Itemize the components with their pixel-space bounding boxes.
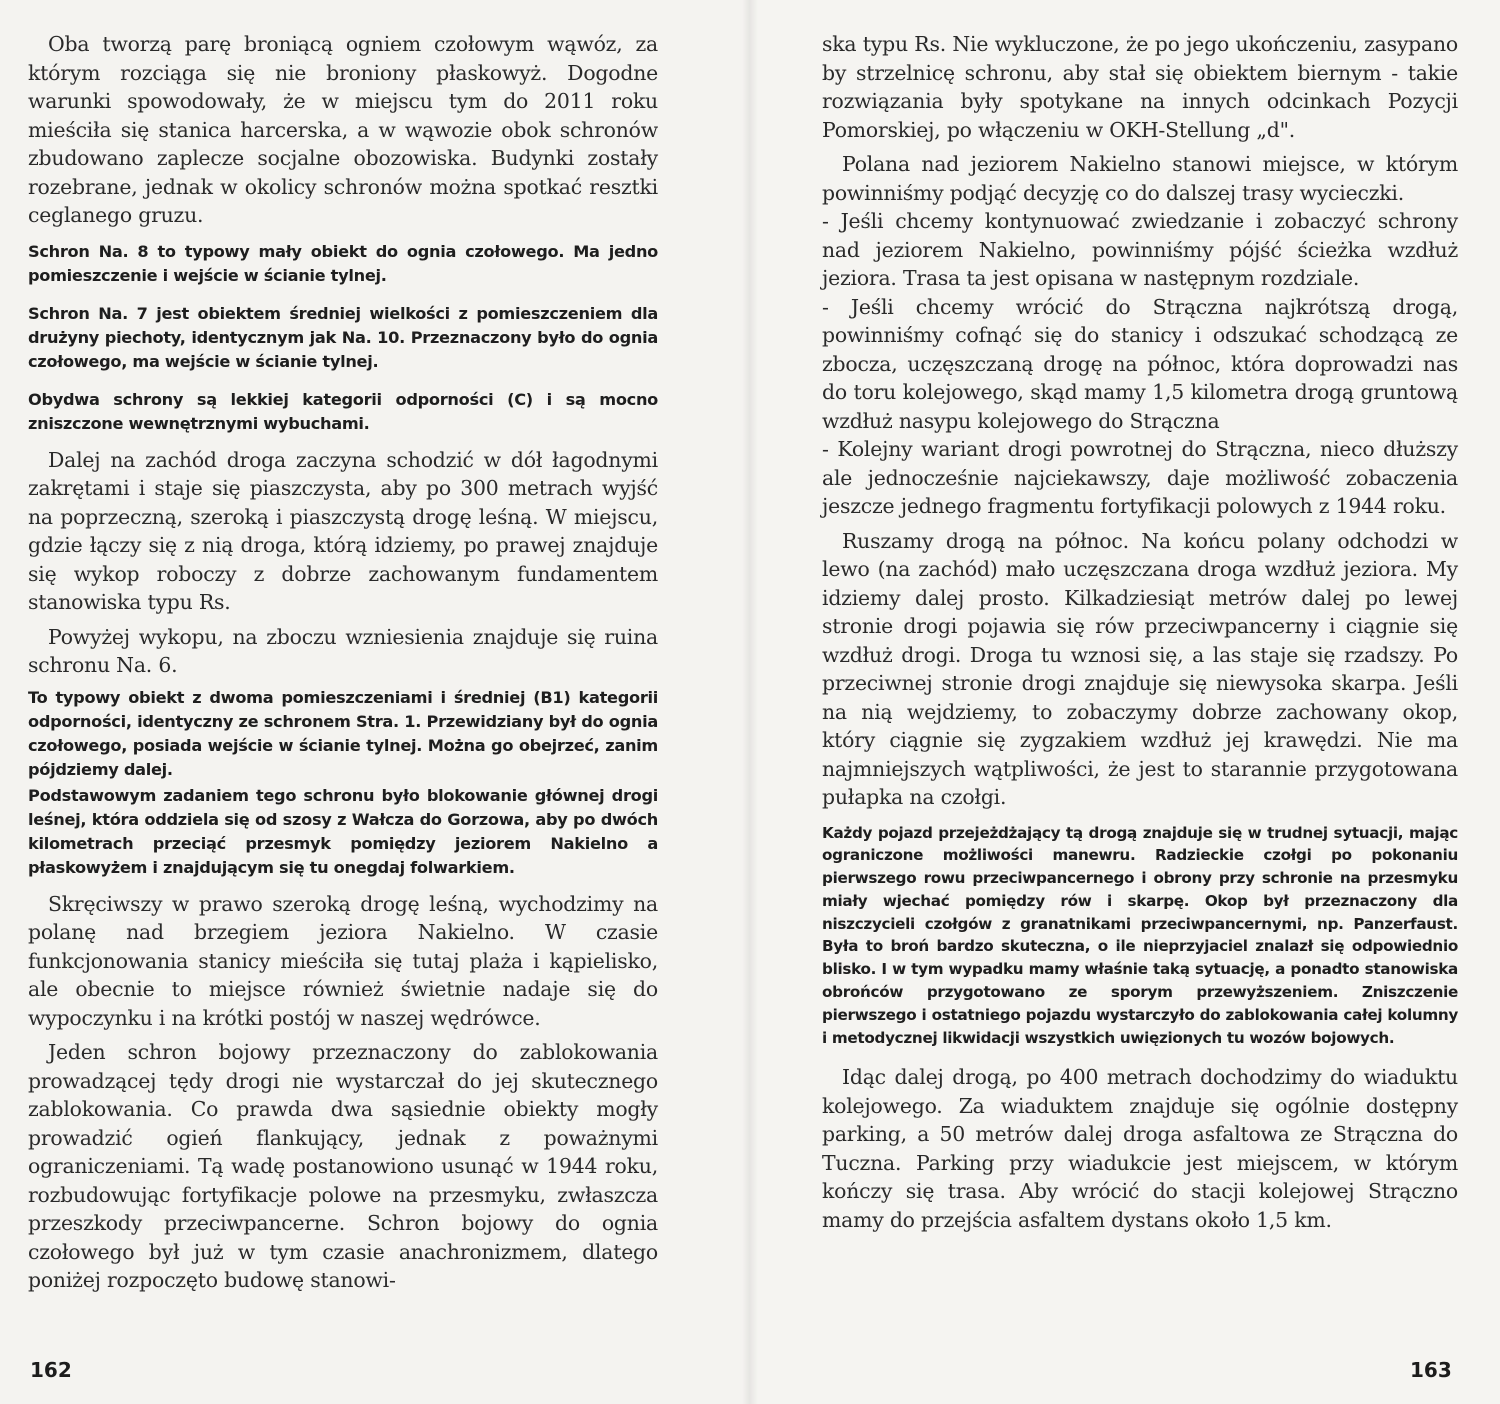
paragraph: Ruszamy drogą na północ. Na końcu polany odchodzi w lewo (na zachód) mało uczęszczana droga wzdłuż jeziora. My idziemy dalej prosto. Kilkadziesiąt metrów dalej po lewej stronie drogi pojawia się rów przeciwpancerny i ciągnie się wzdłuż drogi. Droga tu wznosi się, a las staje się rzadszy. Po przeciwnej stronie drogi znajduje się niewysoka skarpa. Jeśli na nią wejdziemy, to zobaczymy dobrze zachowany okop, który ciągnie się zygzakiem wzdłuż jej krawędzi. Nie ma najmniejszych wątpliwości, że jest to starannie przygotowana pułapka na czołgi.: [822, 528, 1458, 809]
page-number: 163: [1410, 1358, 1452, 1382]
highlighted-paragraph: Schron Na. 8 to typowy mały obiekt do ognia czołowego. Ma jedno pomieszczenie i wejście w ścianie tylnej.: [28, 241, 658, 285]
book-gutter: [742, 0, 758, 1404]
right-page: [750, 0, 1500, 1404]
paragraph: Skręciwszy w prawo szeroką drogę leśną, wychodzimy na polanę nad brzegiem jeziora Nakielno. W czasie funkcjonowania stanicy mieściła się tutaj plaża i kąpielisko, ale obecnie to miejsce również świetnie nadaje się do wypoczynku i na krótki postój w naszej wędrówce.: [28, 891, 658, 1030]
paragraph: ska typu Rs. Nie wykluczone, że po jego ukończeniu, zasypano by strzelnicę schronu, aby stał się obiektem biernym - takie rozwiązania były spotykane na innych odcinkach Pozycji Pomorskiej, po włączeniu w OKH-Stellung „d".: [822, 32, 1458, 142]
paragraph: Oba tworzą parę broniącą ogniem czołowym wąwóz, za którym rozciąga się nie broniony płaskowyż. Dogodne warunki spowodowały, że w miejscu tym do 2011 roku mieściła się stanica harcerska, a w wąwozie obok schronów zbudowano zaplecze socjalne obozowiska. Budynki zostały rozebrane, jednak w okolicy schronów można spotkać resztki ceglanego gruzu.: [28, 32, 658, 227]
highlighted-paragraph: To typowy obiekt z dwoma pomieszczeniami i średniej (B1) kategorii odporności, identyczny ze schronem Stra. 1. Przewidziany był do ognia czołowego, posiada wejście w ścianie tylnej. Można go obejrzeć, zanim pójdziemy dalej.: [28, 687, 658, 779]
list-item: - Jeśli chcemy wrócić do Strączna najkrótszą drogą, powinniśmy cofnąć się do stanicy i odszukać schodzącą ze zbocza, uczęszczaną drogę na północ, która doprowadzi nas do toru kolejowego, skąd mamy 1,5 kilometra drogą gruntową wzdłuż nasypu kolejowego do Strączna: [822, 294, 1458, 433]
paragraph: Dalej na zachód droga zaczyna schodzić w dół łagodnymi zakrętami i staje się piaszczysta, aby po 300 metrach wyjść na poprzeczną, szeroką i piaszczystą drogę leśną. W miejscu, gdzie łączy się z nią droga, którą idziemy, po prawej znajduje się wykop roboczy z dobrze zachowanym fundamentem stanowiska typu Rs.: [28, 447, 658, 614]
highlighted-paragraph: Podstawowym zadaniem tego schronu było blokowanie głównej drogi leśnej, która oddziela się od szosy z Wałcza do Gorzowa, aby po dwóch kilometrach przeciąć przesmyk pomiędzy jeziorem Nakielno a płaskowyżem i znajdującym się tu onegdaj folwarkiem.: [28, 785, 658, 877]
paragraph: Jeden schron bojowy przeznaczony do zablokowania prowadzącej tędy drogi nie wystarczał do jej skutecznego zablokowania. Co prawda dwa sąsiednie obiekty mogły prowadzić ogień flankujący, jednak z poważnymi ograniczeniami. Tą wadę postanowiono usunąć w 1944 roku, rozbudowując fortyfikacje polowe na przesmyku, zwłaszcza przeszkody przeciwpancerne. Schron bojowy do ognia czołowego był już w tym czasie anachronizmem, dlatego poniżej rozpoczęto budowę stanowi-: [28, 1040, 658, 1292]
left-text-column: [28, 30, 658, 1301]
page-number: 162: [30, 1358, 72, 1382]
highlighted-paragraph: Schron Na. 7 jest obiektem średniej wielkości z pomieszczeniem dla drużyny piechoty, identycznym jak Na. 10. Przeznaczony było do ognia czołowego, ma wejście w ścianie tylnej.: [28, 303, 658, 371]
paragraph: Powyżej wykopu, na zboczu wzniesienia znajduje się ruina schronu Na. 6.: [28, 624, 658, 677]
list-item: - Kolejny wariant drogi powrotnej do Strączna, nieco dłuższy ale jednocześnie najciekawszy, daje możliwość zobaczenia jeszcze jednego fragmentu fortyfikacji polowych z 1944 roku.: [822, 437, 1458, 518]
paragraph: Polana nad jeziorem Nakielno stanowi miejsce, w którym powinniśmy podjąć decyzję co do dalszej trasy wycieczki.: [822, 152, 1458, 205]
right-text-column: [822, 30, 1458, 1240]
list-item: - Jeśli chcemy kontynuować zwiedzanie i zobaczyć schrony nad jeziorem Nakielno, powinniśmy pójść ścieżka wzdłuż jeziora. Trasa ta jest opisana w następnym rozdziale.: [822, 209, 1458, 290]
highlighted-paragraph: Obydwa schrony są lekkiej kategorii odporności (C) i są mocno zniszczone wewnętrznymi wybuchami.: [28, 389, 658, 433]
highlighted-paragraph: Każdy pojazd przejeżdżający tą drogą znajduje się w trudnej sytuacji, mając ograniczone możliwości manewru. Radzieckie czołgi po pokonaniu pierwszego rowu przeciwpancernego i obrony przy schronie na przesmyku miały wjechać pomiędzy rów i skarpę. Okop był przeznaczony dla niszczycieli czołgów z granatnikami przeciwpancernymi, np. Panzerfaust. Była to broń bardzo skuteczna, o ile nieprzyjaciel znalazł się odpowiednio blisko. I w tym wypadku mamy właśnie taką sytuację, a ponadto stanowiska obrońców przygotowano ze sporym przewyższeniem. Zniszczenie pierwszego i ostatniego pojazdu wystarczyło do zablokowania całej kolumny i metodycznej likwidacji wszystkich uwięzionych tu wozów bojowych.: [822, 823, 1458, 1047]
paragraph: Idąc dalej drogą, po 400 metrach dochodzimy do wiaduktu kolejowego. Za wiaduktem znajduje się ogólnie dostępny parking, a 50 metrów dalej droga asfaltowa ze Strączna do Tuczna. Parking przy wiadukcie jest miejscem, w którym kończy się trasa. Aby wrócić do stacji kolejowej Strączno mamy do przejścia asfaltem dystans około 1,5 km.: [822, 1065, 1458, 1232]
